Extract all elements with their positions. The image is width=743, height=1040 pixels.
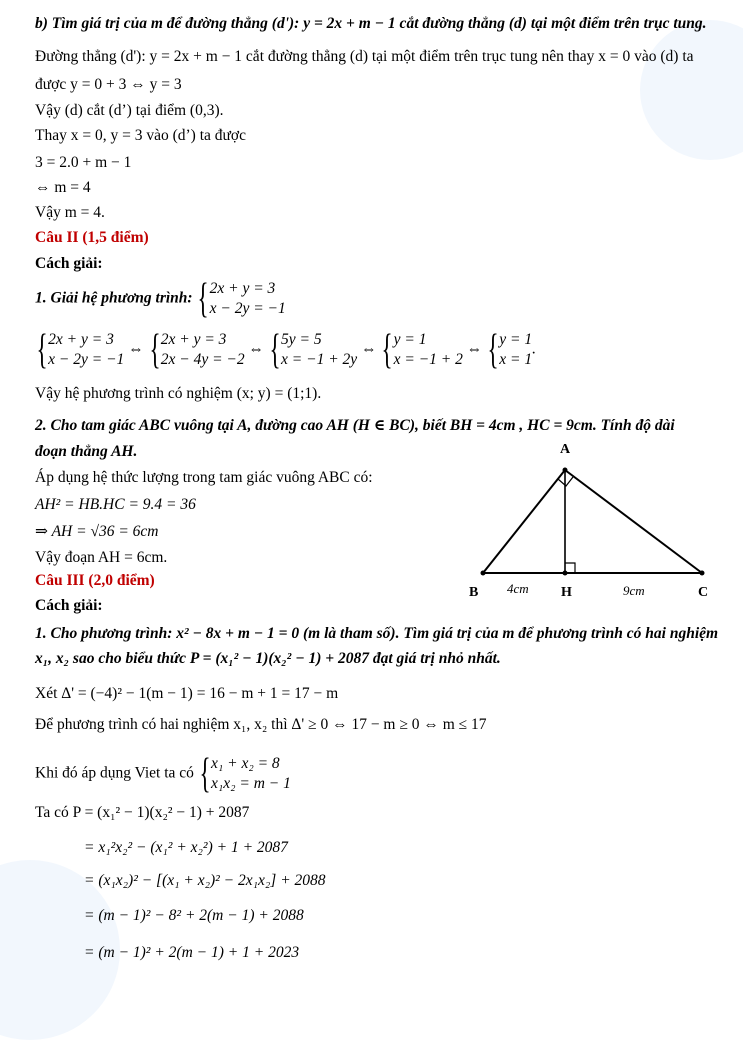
point-h [563, 571, 568, 576]
equation-line: 3 = 2.0 + m − 1 [35, 154, 132, 171]
p-expression-line: = (x₁x₂)² − [(x₁ + x₂)² − 2x₁x₂] + 2088 [84, 872, 326, 889]
text-line: Vậy đoạn AH = 6cm. [35, 549, 168, 566]
side-ab [483, 470, 565, 573]
method-label: Cách giải: [35, 255, 103, 272]
q1-question-line2: x₁, x₂ sao cho biểu thức P = (x₁² − 1)(x₂² − 1) + 2087 đạt giá trị nhỏ nhất. [35, 650, 501, 667]
label-a: A [560, 442, 571, 457]
text-line: Vậy hệ phương trình có nghiệm (x; y) = (1;1). [35, 385, 322, 402]
q1-prefix: 1. Giải hệ phương trình: [35, 289, 193, 307]
label-hc-length: 9cm [623, 583, 645, 598]
equation-system: { y = 1 x = 1 [487, 327, 533, 373]
triangle-figure [465, 440, 735, 610]
method-label: Cách giải: [35, 597, 103, 614]
q1-question-line1: 1. Cho phương trình: x² − 8x + m − 1 = 0 (m là tham số). Tìm giá trị của m để phương trình có hai nghiệm [35, 625, 719, 642]
equation-system: { 2x + y = 3 x − 2y = −1 [197, 276, 286, 322]
part-b-question: b) Tìm giá trị của m để đường thẳng (d'): y = 2x + m − 1 cắt đường thẳng (d) tại một điểm trên trục tung. [35, 15, 707, 32]
watermark-shape [640, 20, 743, 160]
text-line: Vậy (d) cắt (d’) tại điểm (0,3). [35, 102, 224, 119]
system-solution-chain: { 2x + y = 3 x − 2y = −1 ⇔ { 2x + y = 3 2x − 4y = −2 ⇔ { 5y = 5 x = −1 + 2y ⇔ { y = 1 x = −1 + 2 ⇔ { y = 1 x = 1 . [36, 327, 537, 373]
equation-system: { 2x + y = 3 2x − 4y = −2 [149, 327, 245, 373]
p-expression-line: = (m − 1)² + 2(m − 1) + 1 + 2023 [84, 944, 300, 961]
q2-question-line2: đoạn thẳng AH. [35, 443, 138, 460]
label-b: B [469, 585, 479, 600]
point-a [563, 468, 568, 473]
condition-line: Để phương trình có hai nghiệm x₁, x₂ thì Δ' ≥ 0 ⇔ 17 − m ≥ 0 ⇔ m ≤ 17 [35, 716, 487, 733]
p-expression-line: = x₁²x₂² − (x₁² + x₂²) + 1 + 2087 [84, 839, 288, 856]
delta-line: Xét Δ' = (−4)² − 1(m − 1) = 16 − m + 1 = 17 − m [35, 685, 339, 702]
section-heading-cau2: Câu II (1,5 điểm) [35, 229, 149, 246]
equation-system: { x₁ + x₂ = 8 x₁x₂ = m − 1 [199, 751, 291, 797]
equation-line: ⇔ m = 4 [35, 179, 91, 196]
side-ac [565, 470, 702, 573]
text-line: Thay x = 0, y = 3 vào (d’) ta được [35, 127, 246, 144]
equiv-symbol: ⇔ [128, 340, 144, 358]
p-expression-line: Ta có P = (x₁² − 1)(x₂² − 1) + 2087 [35, 804, 250, 821]
equation-system: { 2x + y = 3 x − 2y = −1 [36, 327, 125, 373]
text-line: Áp dụng hệ thức lượng trong tam giác vuông ABC có: [35, 469, 373, 486]
point-c [700, 571, 705, 576]
q1-system-question [35, 278, 286, 320]
equation-line: AH² = HB.HC = 9.4 = 36 [35, 496, 196, 513]
label-bh-length: 4cm [507, 581, 529, 596]
label-h: H [561, 585, 572, 600]
p-expression-line: = (m − 1)² − 8² + 2(m − 1) + 2088 [84, 907, 304, 924]
equiv-symbol: ⇔ [248, 340, 264, 358]
text-line: Vậy m = 4. [35, 204, 105, 221]
point-b [481, 571, 486, 576]
text-line: được y = 0 + 3 ⇔ y = 3 [35, 76, 182, 93]
triangle-diagram [465, 440, 735, 610]
equation-line: ⇒ AH = √36 = 6cm [35, 523, 159, 540]
section-heading-cau3: Câu III (2,0 điểm) [35, 572, 155, 589]
equation-system: { y = 1 x = −1 + 2 [381, 327, 463, 373]
text-line: Đường thẳng (d'): y = 2x + m − 1 cắt đường thẳng (d) tại một điểm trên trục tung nên thay x = 0 vào (d) ta [35, 48, 694, 65]
equation-system: { 5y = 5 x = −1 + 2y [269, 327, 358, 373]
label-c: C [698, 585, 709, 600]
equiv-symbol: ⇔ [466, 340, 483, 358]
viet-line [35, 753, 291, 795]
q2-question-line1: 2. Cho tam giác ABC vuông tại A, đường cao AH (H ∈ BC), biết BH = 4cm , HC = 9cm. Tính độ dài [35, 417, 675, 434]
equiv-symbol: ⇔ [361, 340, 377, 358]
viet-prefix: Khi đó áp dụng Viet ta có [35, 764, 194, 782]
